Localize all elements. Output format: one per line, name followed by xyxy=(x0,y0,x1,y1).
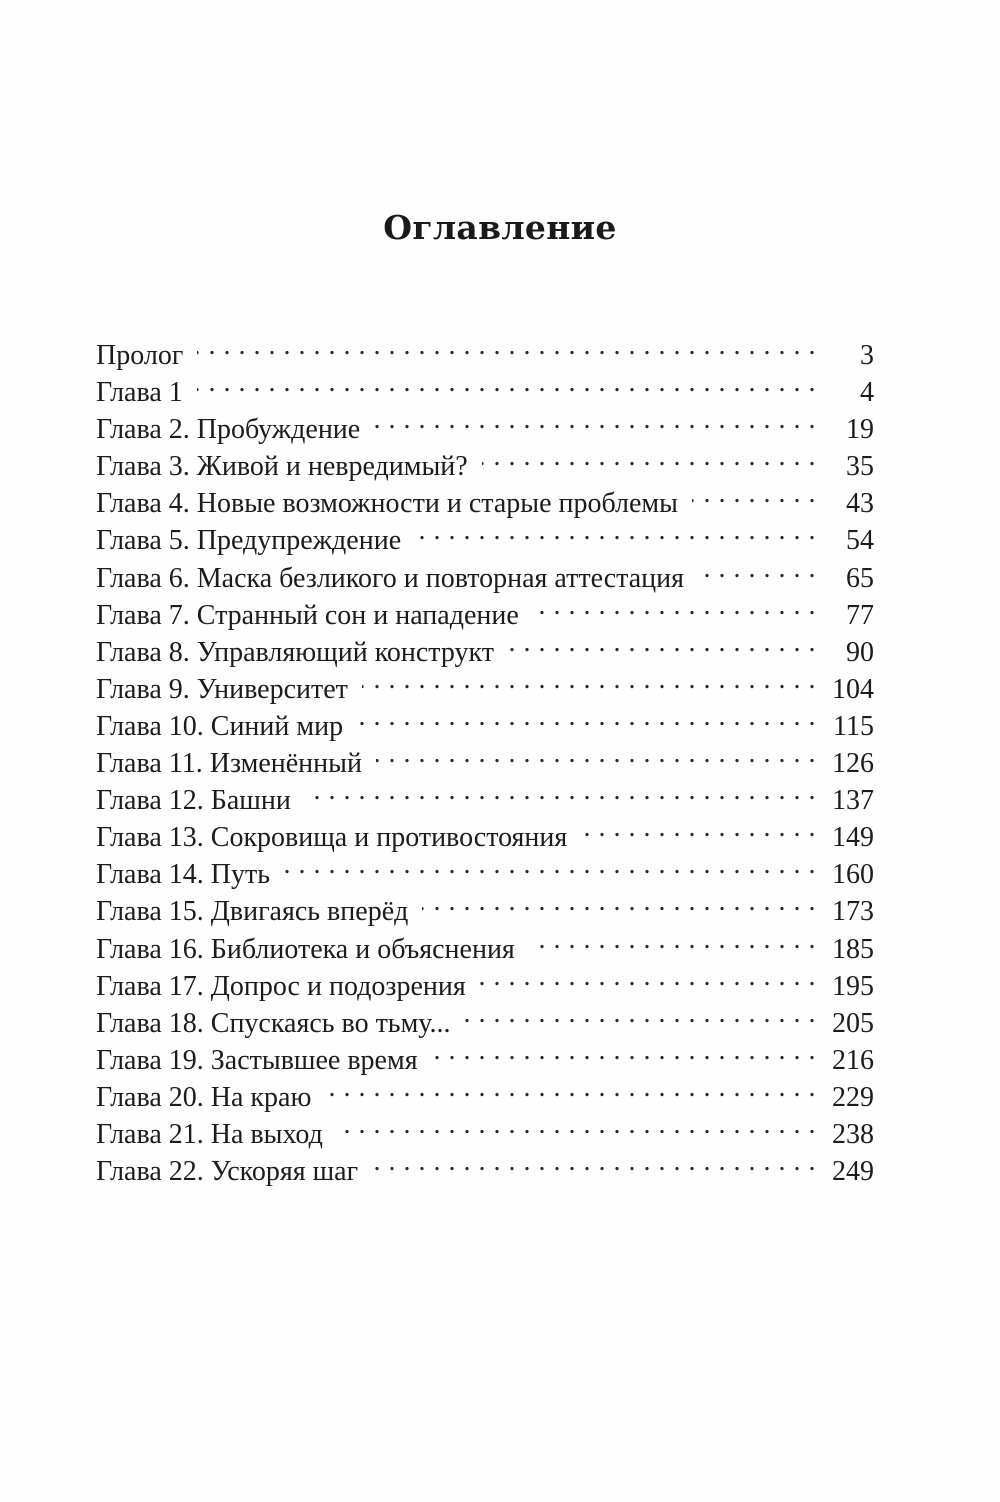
toc-entry-title: Глава 20. На краю xyxy=(96,1081,312,1113)
toc-entry-page-number: 35 xyxy=(846,451,874,483)
dot-leader xyxy=(325,1069,816,1106)
toc-entry-page-number: 249 xyxy=(832,1156,874,1188)
dot-leader xyxy=(284,846,816,883)
toc-entry-title: Глава 5. Предупреждение xyxy=(96,525,402,557)
toc-entry-title: Глава 3. Живой и невредимый? xyxy=(96,451,468,483)
toc-entry-title: Глава 10. Синий мир xyxy=(96,710,344,742)
toc-entry-page-number: 238 xyxy=(832,1118,874,1150)
dot-leader xyxy=(374,401,816,438)
toc-entry-title: Глава 17. Допрос и подозрения xyxy=(96,970,466,1002)
dot-leader xyxy=(480,958,816,995)
toc-entry-title: Глава 8. Управляющий конструкт xyxy=(96,636,494,668)
dot-leader xyxy=(422,883,816,920)
toc-entry-page-number: 43 xyxy=(846,488,874,520)
toc-entry-page-number: 126 xyxy=(832,748,874,780)
toc-entry-title: Глава 6. Маска безликого и повторная аттестация xyxy=(96,562,684,594)
dot-leader xyxy=(362,661,816,698)
toc-entry-title: Глава 1 xyxy=(96,377,183,409)
dot-leader xyxy=(197,327,816,364)
toc-entry-page-number: 173 xyxy=(832,896,874,928)
toc-entry-title: Глава 9. Университет xyxy=(96,673,348,705)
toc-entry xyxy=(96,401,874,446)
dot-leader xyxy=(305,772,816,809)
toc-entry-title: Глава 2. Пробуждение xyxy=(96,414,361,446)
toc-entry-title: Глава 16. Библиотека и объяснения xyxy=(96,933,515,965)
toc-entry-page-number: 229 xyxy=(832,1081,874,1113)
dot-leader xyxy=(464,995,816,1032)
dot-leader xyxy=(692,475,816,512)
toc-entry-page-number: 149 xyxy=(832,822,874,854)
toc-entry-title: Глава 18. Спускаясь во тьму... xyxy=(96,1007,451,1039)
toc-entry-page-number: 160 xyxy=(832,859,874,891)
toc-entry-page-number: 77 xyxy=(846,599,874,631)
toc-entry-title: Глава 13. Сокровища и противостояния xyxy=(96,822,568,854)
toc-entry-title: Глава 12. Башни xyxy=(96,785,291,817)
toc-entry-title: Глава 19. Застывшее время xyxy=(96,1044,418,1076)
toc-entry-page-number: 90 xyxy=(846,636,874,668)
toc-entry-page-number: 195 xyxy=(832,970,874,1002)
dot-leader xyxy=(432,1032,816,1069)
page-title: Оглавление xyxy=(383,208,617,247)
toc-entry xyxy=(96,364,874,409)
toc-entry-page-number: 65 xyxy=(846,562,874,594)
toc-entry-page-number: 3 xyxy=(860,340,874,371)
toc-entry-page-number: 4 xyxy=(860,377,874,409)
dot-leader xyxy=(533,587,816,624)
dot-leader xyxy=(482,438,816,475)
toc-entry-title: Глава 7. Странный сон и нападение xyxy=(96,599,519,631)
dot-leader xyxy=(529,921,816,958)
toc-entry-page-number: 19 xyxy=(846,414,874,446)
toc-entry-title: Глава 11. Изменённый xyxy=(96,748,362,780)
table-of-contents xyxy=(96,327,874,1188)
toc-entry-title: Глава 21. На выход xyxy=(96,1118,323,1150)
toc-entry-page-number: 137 xyxy=(832,785,874,817)
dot-leader xyxy=(581,809,816,846)
toc-entry-page-number: 216 xyxy=(832,1044,874,1076)
dot-leader xyxy=(376,735,816,772)
toc-entry-page-number: 54 xyxy=(846,525,874,557)
dot-leader xyxy=(357,698,816,735)
dot-leader xyxy=(337,1106,816,1143)
toc-entry-title: Глава 14. Путь xyxy=(96,859,270,891)
toc-entry-title: Глава 22. Ускоряя шаг xyxy=(96,1156,359,1188)
dot-leader xyxy=(372,1143,816,1180)
dot-leader xyxy=(415,512,816,549)
toc-entry-title: Пролог xyxy=(96,340,184,371)
dot-leader xyxy=(508,624,816,661)
toc-entry-page-number: 185 xyxy=(832,933,874,965)
dot-leader xyxy=(698,550,816,587)
toc-entry-title: Глава 15. Двигаясь вперёд xyxy=(96,896,409,928)
toc-entry xyxy=(96,327,874,371)
dot-leader xyxy=(197,364,816,401)
toc-entry-title: Глава 4. Новые возможности и старые проблемы xyxy=(96,488,678,520)
toc-entry-page-number: 104 xyxy=(832,673,874,705)
toc-entry-page-number: 205 xyxy=(832,1007,874,1039)
toc-entry-page-number: 115 xyxy=(833,710,874,742)
